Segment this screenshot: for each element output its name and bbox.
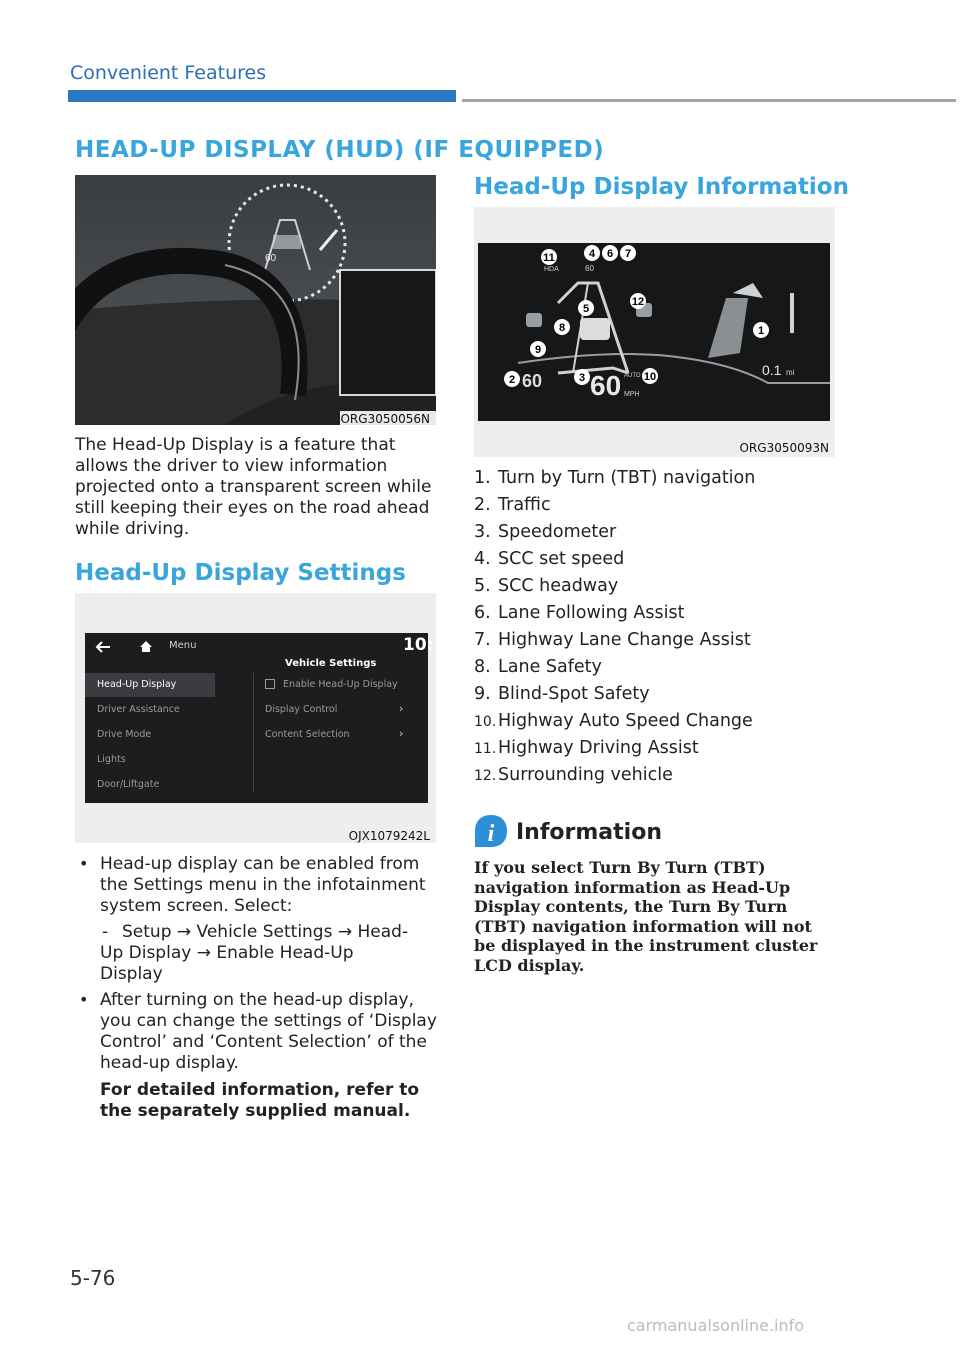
settings-heading: Head-Up Display Settings <box>75 560 406 586</box>
callout-4: 4 <box>588 248 596 260</box>
hud-info-image <box>474 207 835 457</box>
bullet-mark: • <box>79 854 89 873</box>
back-arrow-icon <box>95 641 111 653</box>
list-item: 7. Highway Lane Change Assist <box>474 630 751 650</box>
vehicle-settings-title: Vehicle Settings <box>285 658 377 669</box>
header-divider <box>462 99 956 102</box>
speed-unit: MPH <box>624 391 640 398</box>
list-item: 1. Turn by Turn (TBT) navigation <box>474 468 756 488</box>
chevron-right-icon: › <box>399 702 404 715</box>
list-item: 3. Speedometer <box>474 522 617 542</box>
callout-6: 6 <box>606 248 614 260</box>
sub-item-path: Setup → Vehicle Settings → Head-Up Display → Enable Head-Up Display <box>100 922 409 984</box>
intro-text: The Head-Up Display is a feature that allows the driver to view information projected onto a transparent screen while still keeping their eyes on the road ahead while driving. <box>75 435 432 539</box>
callout-9: 9 <box>534 344 542 356</box>
settings-screen-image <box>75 593 436 843</box>
bold-note: For detailed information, refer to the separately supplied manual. <box>100 1080 420 1121</box>
sub-dash: - <box>102 922 109 942</box>
header-accent-bar <box>68 90 456 102</box>
auto-label: AUTO <box>624 373 641 379</box>
bullet-mark: • <box>79 990 89 1009</box>
info-heading: Head-Up Display Information <box>474 174 849 200</box>
callout-11: 11 <box>543 252 555 264</box>
display-control-option[interactable]: Display Control <box>265 704 338 715</box>
callout-1: 1 <box>757 325 765 337</box>
callout-2: 2 <box>508 374 516 386</box>
section-name: Convenient Features <box>70 62 267 84</box>
svg-text:i: i <box>487 821 495 847</box>
callout-10: 10 <box>643 371 657 383</box>
chevron-right-icon: › <box>399 727 404 740</box>
enable-hud-option[interactable]: Enable Head-Up Display <box>283 679 398 690</box>
checkbox-icon[interactable] <box>265 679 275 689</box>
callout-12: 12 <box>631 296 645 308</box>
info-icon <box>474 814 508 848</box>
list-item: 11.Highway Driving Assist <box>474 738 699 758</box>
set-speed: 60 <box>585 264 594 273</box>
callout-7: 7 <box>624 248 632 260</box>
menu-item-head-up-display[interactable]: Head-Up Display <box>97 679 177 690</box>
menu-item-lights[interactable]: Lights <box>97 754 126 765</box>
list-item: 6. Lane Following Assist <box>474 603 685 623</box>
list-item: 9. Blind-Spot Safety <box>474 684 650 704</box>
speedometer-value: 60 <box>590 370 622 401</box>
page-number: 5-76 <box>70 1266 116 1290</box>
list-item: 10.Highway Auto Speed Change <box>474 711 753 731</box>
callout-3: 3 <box>578 372 586 384</box>
menu-item-drive-mode[interactable]: Drive Mode <box>97 729 152 740</box>
information-body: If you select Turn By Turn (TBT) navigation information as Head-Up Display contents, the Turn By Turn (TBT) navigation information will not be displayed in the instrument cluster LCD display. <box>474 858 818 975</box>
hud-photo-speed: 60 <box>265 253 277 264</box>
callout-8: 8 <box>558 322 566 334</box>
hda-label: HDA <box>544 266 559 273</box>
list-item: 8. Lane Safety <box>474 657 602 677</box>
information-title: Information <box>516 820 662 845</box>
content-selection-option[interactable]: Content Selection <box>265 729 350 740</box>
menu-item-driver-assistance[interactable]: Driver Assistance <box>97 704 180 715</box>
bullet-enable-hud: Head-up display can be enabled from the Settings menu in the infotainment system screen. Select: <box>100 854 426 916</box>
settings-screen <box>85 633 434 803</box>
photo-code: ORG3050056N <box>340 412 430 426</box>
hud-image-code: ORG3050093N <box>739 441 829 455</box>
list-item: 5. SCC headway <box>474 576 619 596</box>
settings-image-code: OJX1079242L <box>348 829 430 843</box>
callout-5: 5 <box>582 303 590 315</box>
list-item: 12.Surrounding vehicle <box>474 765 673 785</box>
home-icon <box>139 640 153 653</box>
list-item: 2. Traffic <box>474 495 551 515</box>
page-title: HEAD-UP DISPLAY (HUD) (IF EQUIPPED) <box>75 137 605 163</box>
bullet-change-settings: After turning on the head-up display, you can change the settings of ‘Display Control’ and ‘Content Selection’ of the head-up display. <box>100 990 437 1073</box>
list-item: 4. SCC set speed <box>474 549 625 569</box>
menu-item-door-liftgate[interactable]: Door/Liftgate <box>97 779 160 790</box>
left-speed: 60 <box>522 371 543 391</box>
distance-value: 0.1 <box>762 362 782 378</box>
dashboard-photo <box>75 175 436 425</box>
distance-unit: mi <box>786 368 795 377</box>
screen-clock: 10: <box>403 635 434 655</box>
menu-label: Menu <box>169 640 197 651</box>
watermark: carmanualsonline.info <box>627 1316 805 1335</box>
